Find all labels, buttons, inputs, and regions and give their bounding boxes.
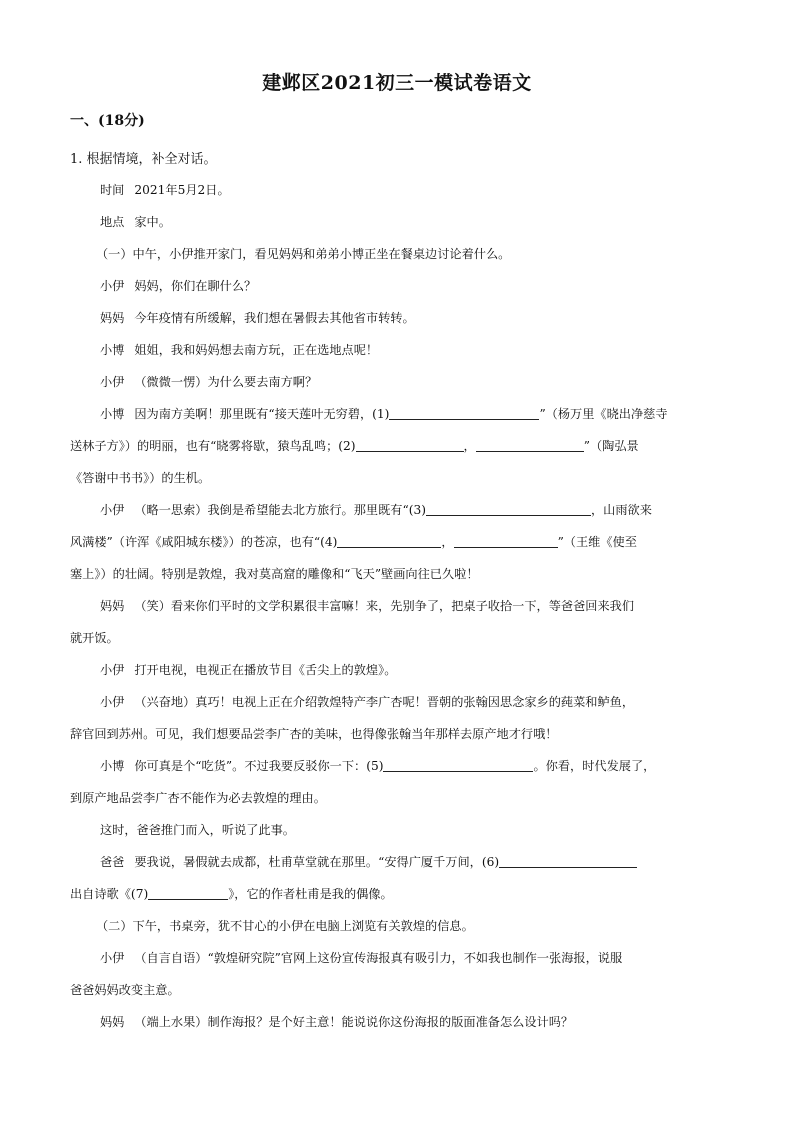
answer-blank-4a[interactable]: [337, 535, 441, 548]
speaker-xiaoyi: 小伊: [100, 375, 125, 389]
dialogue-text: （自言自语）“敦煌研究院”官网上这份宣传海报真有吸引力，不如我也制作一张海报，说服: [134, 951, 623, 965]
dialogue-line: [70, 599, 726, 614]
dialogue-text: ，: [441, 535, 454, 549]
dialogue-text: ，山雨欲来: [591, 503, 652, 517]
dialogue-text: 妈妈，你们在聊什么？: [134, 279, 257, 293]
speaker-xiaoyi: 小伊: [100, 951, 125, 965]
dialogue-text: （兴奋地）真巧！电视上正在介绍敦煌特产李广杏呢！晋朝的张翰因思念家乡的莼菜和鲈鱼，: [134, 695, 635, 709]
speaker-mama: 妈妈: [100, 311, 125, 325]
speaker-xiaobo: 小博: [100, 759, 125, 773]
dialogue-line-cont: 辞官回到苏州。可见，我们想要品尝李广杏的美味，也得像张翰当年那样去原产地才行哦！: [70, 727, 558, 741]
speaker-xiaoyi: 小伊: [100, 663, 125, 677]
dialogue-text: （微微一愣）为什么要去南方啊？: [134, 375, 318, 389]
dialogue-line-cont: 到原产地品尝李广杏不能作为必去敦煌的理由。: [70, 791, 326, 805]
dialogue-line: [70, 663, 726, 678]
dialogue-line: [70, 343, 726, 358]
dialogue-text: 因为南方美啊！那里既有“接天莲叶无穷碧，(1): [134, 407, 390, 421]
time-value: 2021年5月2日。: [134, 183, 230, 197]
speaker-baba: 爸爸: [100, 855, 125, 869]
speaker-mama: 妈妈: [100, 1015, 125, 1029]
dialogue-line: [70, 695, 726, 710]
dialogue-text: ，: [463, 439, 476, 453]
time-label: 时间: [100, 183, 125, 197]
answer-blank-6[interactable]: [499, 855, 637, 868]
speaker-xiaobo: 小博: [100, 343, 125, 357]
dialogue-text: 姐姐，我和妈妈想去南方玩，正在选地点呢！: [134, 343, 379, 357]
dialogue-text: 要我说，暑假就去成都，杜甫草堂就在那里。“安得广厦千万间，(6): [134, 855, 500, 869]
place-line: [70, 215, 726, 230]
time-line: [70, 183, 726, 198]
narration-line: 这时，爸爸推门而入，听说了此事。: [100, 823, 295, 837]
dialogue-line-cont: 塞上》）的壮阔。特别是敦煌，我对莫高窟的雕像和“飞天”壁画向往已久啦！: [70, 567, 479, 581]
dialogue-text: 送林子方》）的明丽，也有“晓雾将歇，猿鸟乱鸣；(2): [70, 439, 356, 453]
dialogue-text: （略一思索）我倒是希望能去北方旅行。那里既有“(3): [134, 503, 426, 517]
speaker-xiaoyi: 小伊: [100, 695, 125, 709]
dialogue-line: [70, 311, 726, 326]
dialogue-text: ”（杨万里《晓出净慈寺: [539, 407, 668, 421]
dialogue-line-cont: 爸爸妈妈改变主意。: [70, 983, 180, 997]
place-label: 地点: [100, 215, 125, 229]
answer-blank-4b[interactable]: [454, 535, 558, 548]
dialogue-text: ”（王维《使至: [557, 535, 637, 549]
dialogue-line-cont: [70, 887, 726, 902]
answer-blank-2b[interactable]: [476, 439, 584, 452]
answer-blank-5[interactable]: [383, 759, 533, 772]
dialogue-line: [70, 759, 726, 774]
dialogue-line: [70, 279, 726, 294]
dialogue-line: [70, 855, 726, 870]
dialogue-text: （笑）看来你们平时的文学积累很丰富嘛！来，先别争了，把桌子收拾一下，等爸爸回来我们: [134, 599, 635, 613]
speaker-mama: 妈妈: [100, 599, 125, 613]
answer-blank-1[interactable]: [389, 407, 539, 420]
section-heading: 一、(18分): [70, 113, 145, 129]
answer-blank-3[interactable]: [426, 503, 591, 516]
question-1-prompt: 1. 根据情境，补全对话。: [70, 152, 217, 167]
speaker-xiaoyi: 小伊: [100, 503, 125, 517]
dialogue-line: [70, 407, 726, 422]
answer-blank-2a[interactable]: [356, 439, 464, 452]
dialogue-text: 打开电视，电视正在播放节目《舌尖上的敦煌》。: [134, 663, 397, 677]
dialogue-line-cont: 就开饭。: [70, 631, 119, 645]
dialogue-line-cont: [70, 535, 726, 550]
dialogue-line-cont: 《答谢中书书》）的生机。: [70, 471, 211, 485]
dialogue-text: 。你看，时代发展了，: [533, 759, 656, 773]
scene-1: （一）中午，小伊推开家门，看见妈妈和弟弟小博正坐在餐桌边讨论着什么。: [96, 247, 511, 261]
dialogue-text: ”（陶弘景: [583, 439, 639, 453]
dialogue-text: （端上水果）制作海报？是个好主意！能说说你这份海报的版面准备怎么设计吗？: [134, 1015, 574, 1029]
dialogue-text: 风满楼”（许浑《咸阳城东楼》）的苍凉，也有“(4): [70, 535, 338, 549]
dialogue-line: [70, 1015, 726, 1030]
dialogue-text: 今年疫情有所缓解，我们想在暑假去其他省市转转。: [134, 311, 415, 325]
scene-2: （二）下午，书桌旁，犹不甘心的小伊在电脑上浏览有关敦煌的信息。: [96, 919, 474, 933]
dialogue-line: [70, 375, 726, 390]
dialogue-line: [70, 503, 726, 518]
dialogue-line-cont: [70, 439, 726, 454]
dialogue-text: 》，它的作者杜甫是我的偶像。: [228, 887, 393, 901]
dialogue-line: [70, 951, 726, 966]
speaker-xiaobo: 小博: [100, 407, 125, 421]
dialogue-text: 你可真是个“吃货”。不过我要反驳你一下：(5): [134, 759, 384, 773]
place-value: 家中。: [134, 215, 171, 229]
exam-title: 建邺区2021初三一模试卷语文: [262, 72, 532, 94]
dialogue-text: 出自诗歌《(7): [70, 887, 149, 901]
answer-blank-7[interactable]: [148, 887, 228, 900]
speaker-xiaoyi: 小伊: [100, 279, 125, 293]
